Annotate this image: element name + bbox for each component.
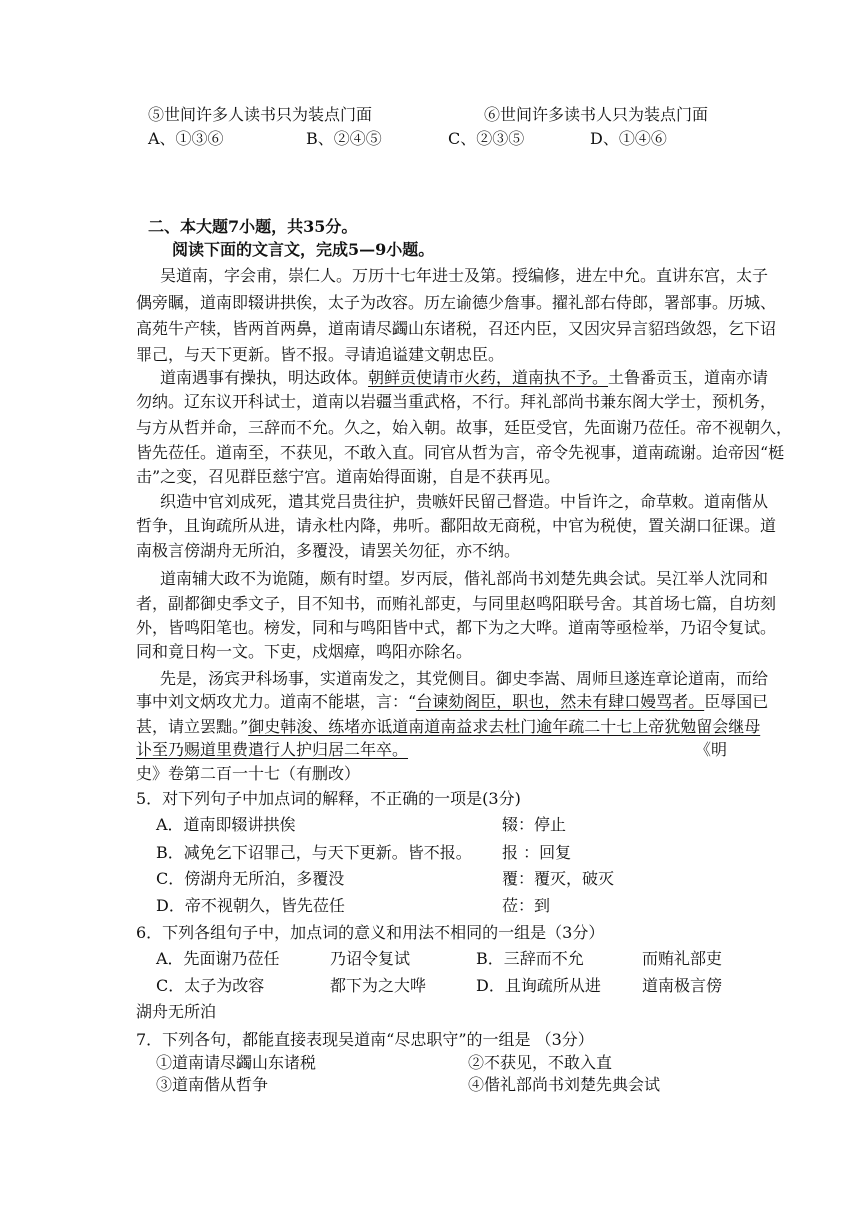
passage-p4-line2: 者，副都御史季文子，目不知书，而贿礼部吏，与同里赵鸣阳联号舍。其首场七篇，自坊刻 <box>136 594 777 613</box>
source-citation-a: 《明 <box>695 740 728 759</box>
q6-b-left: B．三辞而不允 <box>476 949 584 968</box>
p2-text: 道南遇事有操执，明达政体。 <box>160 368 369 387</box>
q5-gloss-b: 报 ：回复 <box>502 843 572 862</box>
passage-p5-line2 <box>136 691 768 713</box>
choice-c: C、②③⑤ <box>448 129 525 148</box>
passage-p2-line1 <box>160 367 768 389</box>
q6-c-left: C．太子为改容 <box>156 976 265 995</box>
p2-underlined-sentence: 朝鲜贡使请市火药，道南执不予。 <box>368 368 609 387</box>
passage-p2-line3: 与方从哲并命，三辞而不允。久之，始入朝。故事，廷臣受官，先面谢乃莅任。帝不视朝久， <box>136 418 793 437</box>
q6-d-left: D．且询疏所从进 <box>476 976 601 995</box>
passage-p3-line2: 哲争，且询疏所从进，请永杜内降，弗听。鄱阳故无商税，中官为税使，置关湖口征课。道 <box>136 516 777 535</box>
passage-p3-line3: 南极言傍湖舟无所泊，多覆没，请罢关勿征，亦不纳。 <box>136 541 521 560</box>
q6-a-left: A．先面谢乃莅任 <box>156 949 280 968</box>
section-instruction: 阅读下面的文言文，完成5—9小题。 <box>172 240 435 259</box>
p2-text-cont: 土鲁番贡玉，道南亦请 <box>608 368 769 387</box>
q5-gloss-d: 莅：到 <box>502 896 551 915</box>
p5-text-cont: 臣辱国已 <box>704 692 769 711</box>
q6-c-right: 都下为之大哗 <box>330 976 427 995</box>
q7-item-4: ④偕礼部尚书刘楚先典会试 <box>468 1075 661 1094</box>
q5-gloss-a: 辍：停止 <box>502 815 567 834</box>
q5-option-a: A．道南即辍讲拱俟 <box>156 815 296 834</box>
q6-b-right: 而贿礼部吏 <box>642 949 723 968</box>
passage-p5-line1: 先是，汤宾尹科场事，实道南发之，其党侧目。御史李嵩、周师旦遂连章论道南，而给 <box>160 669 769 688</box>
p5-underlined-quote: 台谏劾阁臣，职也，然未有肆口嫚骂者。 <box>416 692 705 711</box>
passage-p4-line1: 道南辅大政不为诡随，颇有时望。岁丙辰，偕礼部尚书刘楚先典会试。吴江举人沈同和 <box>160 569 769 588</box>
passage-p3-line1: 织造中官刘成死，遣其党吕贵往护，贵嗾奸民留己督造。中旨许之，命草敕。道南偕从 <box>160 492 769 511</box>
q7-item-1: ①道南请尽蠲山东诸税 <box>156 1053 317 1072</box>
passage-p1-line2: 偶旁瞩，道南即辍讲拱俟，太子为改容。历左谕德少詹事。擢礼部右侍郎，署部事。历城、 <box>136 293 777 312</box>
q6-d-right: 道南极言傍 <box>642 976 723 995</box>
section-title: 二、本大题7小题，共35分。 <box>148 217 358 236</box>
q5-option-b: B．减免乞下诏罪己，与天下更新。皆不报。 <box>156 843 472 862</box>
source-citation-b: 史》卷第二百一十七（有删改） <box>136 764 361 783</box>
passage-p1-line1: 吴道南，字会甫，崇仁人。万历十七年进士及第。授编修，进左中允。直讲东宫，太子 <box>160 266 769 285</box>
q5-gloss-c: 覆：覆灭，破灭 <box>502 869 615 888</box>
option-6: ⑥世间许多读书人只为装点门面 <box>484 105 709 124</box>
passage-p1-line4: 罪己，与天下更新。皆不报。寻请追谥建文朝忠臣。 <box>136 345 505 364</box>
p5-underlined-unpunctuated: 御史韩浚、练堵亦诋道南道南益求去杜门逾年疏二十七上帝犹勉留会继母 <box>248 717 761 736</box>
passage-p2-line5: 击”之变，召见群臣慈宁宫。道南始得面谢，自是不获再见。 <box>136 467 561 486</box>
q5-option-c: C．傍湖舟无所泊，多覆没 <box>156 869 345 888</box>
choice-d: D、①④⑥ <box>590 129 667 148</box>
p5-text: 事中刘文炳攻尤力。道南不能堪，言：“ <box>136 692 417 711</box>
passage-p4-line3: 外，皆鸣阳笔也。榜发，同和与鸣阳皆中式，都下为之大哗。道南等亟检举，乃诏令复试。 <box>136 618 777 637</box>
passage-p5-line4: 讣至乃赐道里费遣行人护归居二年卒。 <box>136 740 409 759</box>
choice-a: A、①③⑥ <box>148 129 224 148</box>
passage-p2-line4: 皆先莅任。道南至，不获见，不敢入直。同官从哲为言，帝令先视事，道南疏谢。迨帝因“梃 <box>136 443 785 462</box>
passage-p4-line4: 同和竟日构一文。下吏，戍烟瘴，鸣阳亦除名。 <box>136 642 473 661</box>
q5-stem: 5．对下列句子中加点词的解释，不正确的一项是(3分) <box>136 789 521 808</box>
passage-p5-line3 <box>136 716 760 738</box>
q7-item-2: ②不获见，不敢入直 <box>468 1053 613 1072</box>
q5-option-d: D．帝不视朝久，皆先莅任 <box>156 896 345 915</box>
passage-p1-line3: 高苑牛产犊，皆两首两鼻，道南请尽蠲山东诸税，召还内臣，又因灾异言貂珰敛怨，乞下诏 <box>136 319 777 338</box>
q6-a-right: 乃诏令复试 <box>330 949 411 968</box>
q7-item-3: ③道南偕从哲争 <box>156 1075 269 1094</box>
q6-stem: 6．下列各组句子中，加点词的意义和用法不相同的一组是（3分） <box>136 923 605 942</box>
passage-p2-line2: 勿纳。辽东议开科试士，道南以岩疆当重武格，不行。拜礼部尚书兼东阁大学士，预机务， <box>136 392 777 411</box>
q6-d-right-cont: 湖舟无所泊 <box>136 1002 217 1021</box>
choice-b: B、②④⑤ <box>306 129 382 148</box>
p5-text-2: 甚，请立罢黜。” <box>136 717 249 736</box>
q7-stem: 7．下列各句，都能直接表现吴道南“尽忠职守”的一组是 （3分） <box>136 1030 594 1049</box>
option-5: ⑤世间许多人读书只为装点门面 <box>148 105 373 124</box>
